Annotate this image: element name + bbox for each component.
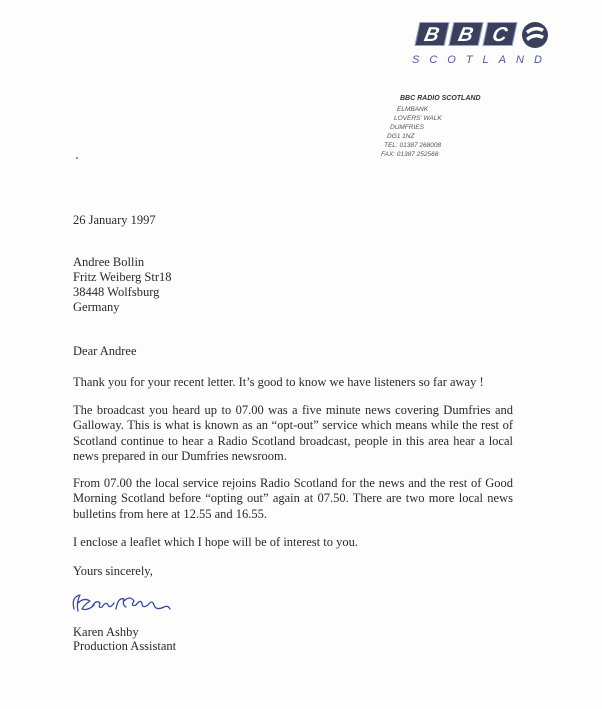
recipient-name: Andree Bollin <box>73 255 145 269</box>
saltire-swirl-icon <box>520 20 550 50</box>
logo-letter-c: C <box>482 22 517 46</box>
signature-name: Karen Ashby <box>73 625 139 639</box>
logo-blocks <box>417 22 515 46</box>
address-line-tel: TEL: 01387 268008 <box>384 142 442 149</box>
recipient-city: 38448 Wolfsburg <box>73 285 160 299</box>
letter-date: 26 January 1997 <box>73 213 156 227</box>
address-line-4: DG1 1NZ <box>387 133 415 140</box>
recipient-country: Germany <box>73 300 120 314</box>
address-line-2: LOVERS' WALK <box>394 115 442 122</box>
logo-letter-b2: B <box>448 22 483 46</box>
paragraph-2: The broadcast you heard up to 07.00 was a five minute news covering Dumfries and Galloway. This is what is known as an “opt-out” service which means while the rest of Scotland continue to hear a Radio Scotland broadcast, people in this area hear a local news prepared in our Dumfries newsroom. <box>73 403 513 463</box>
handwritten-signature <box>68 589 173 617</box>
logo-letter-b1: B <box>414 22 449 46</box>
station-name: BBC RADIO SCOTLAND <box>400 95 481 102</box>
bbc-scotland-logo <box>412 18 552 70</box>
closing: Yours sincerely, <box>73 564 153 578</box>
scan-speck <box>76 157 78 159</box>
logo-subtitle: SCOTLAND <box>412 54 552 66</box>
paragraph-1: Thank you for your recent letter. It’s good to know we have listeners so far away ! <box>73 375 484 389</box>
paragraph-3: From 07.00 the local service rejoins Radio Scotland for the news and the rest of Good Morning Scotland before “opting out” again at 07.50. There are two more local news bulletins from here at 12.55 and 16.55. <box>73 476 513 521</box>
salutation: Dear Andree <box>73 344 137 358</box>
paragraph-4: I enclose a leaflet which I hope will be of interest to you. <box>73 535 358 549</box>
signature-title: Production Assistant <box>73 639 177 653</box>
address-line-1: ELMBANK <box>397 106 429 113</box>
address-line-fax: FAX: 01387 252568 <box>381 151 439 158</box>
recipient-street: Fritz Weiberg Str18 <box>73 270 172 284</box>
address-line-3: DUMFRIES <box>390 124 424 131</box>
station-address <box>378 94 481 159</box>
